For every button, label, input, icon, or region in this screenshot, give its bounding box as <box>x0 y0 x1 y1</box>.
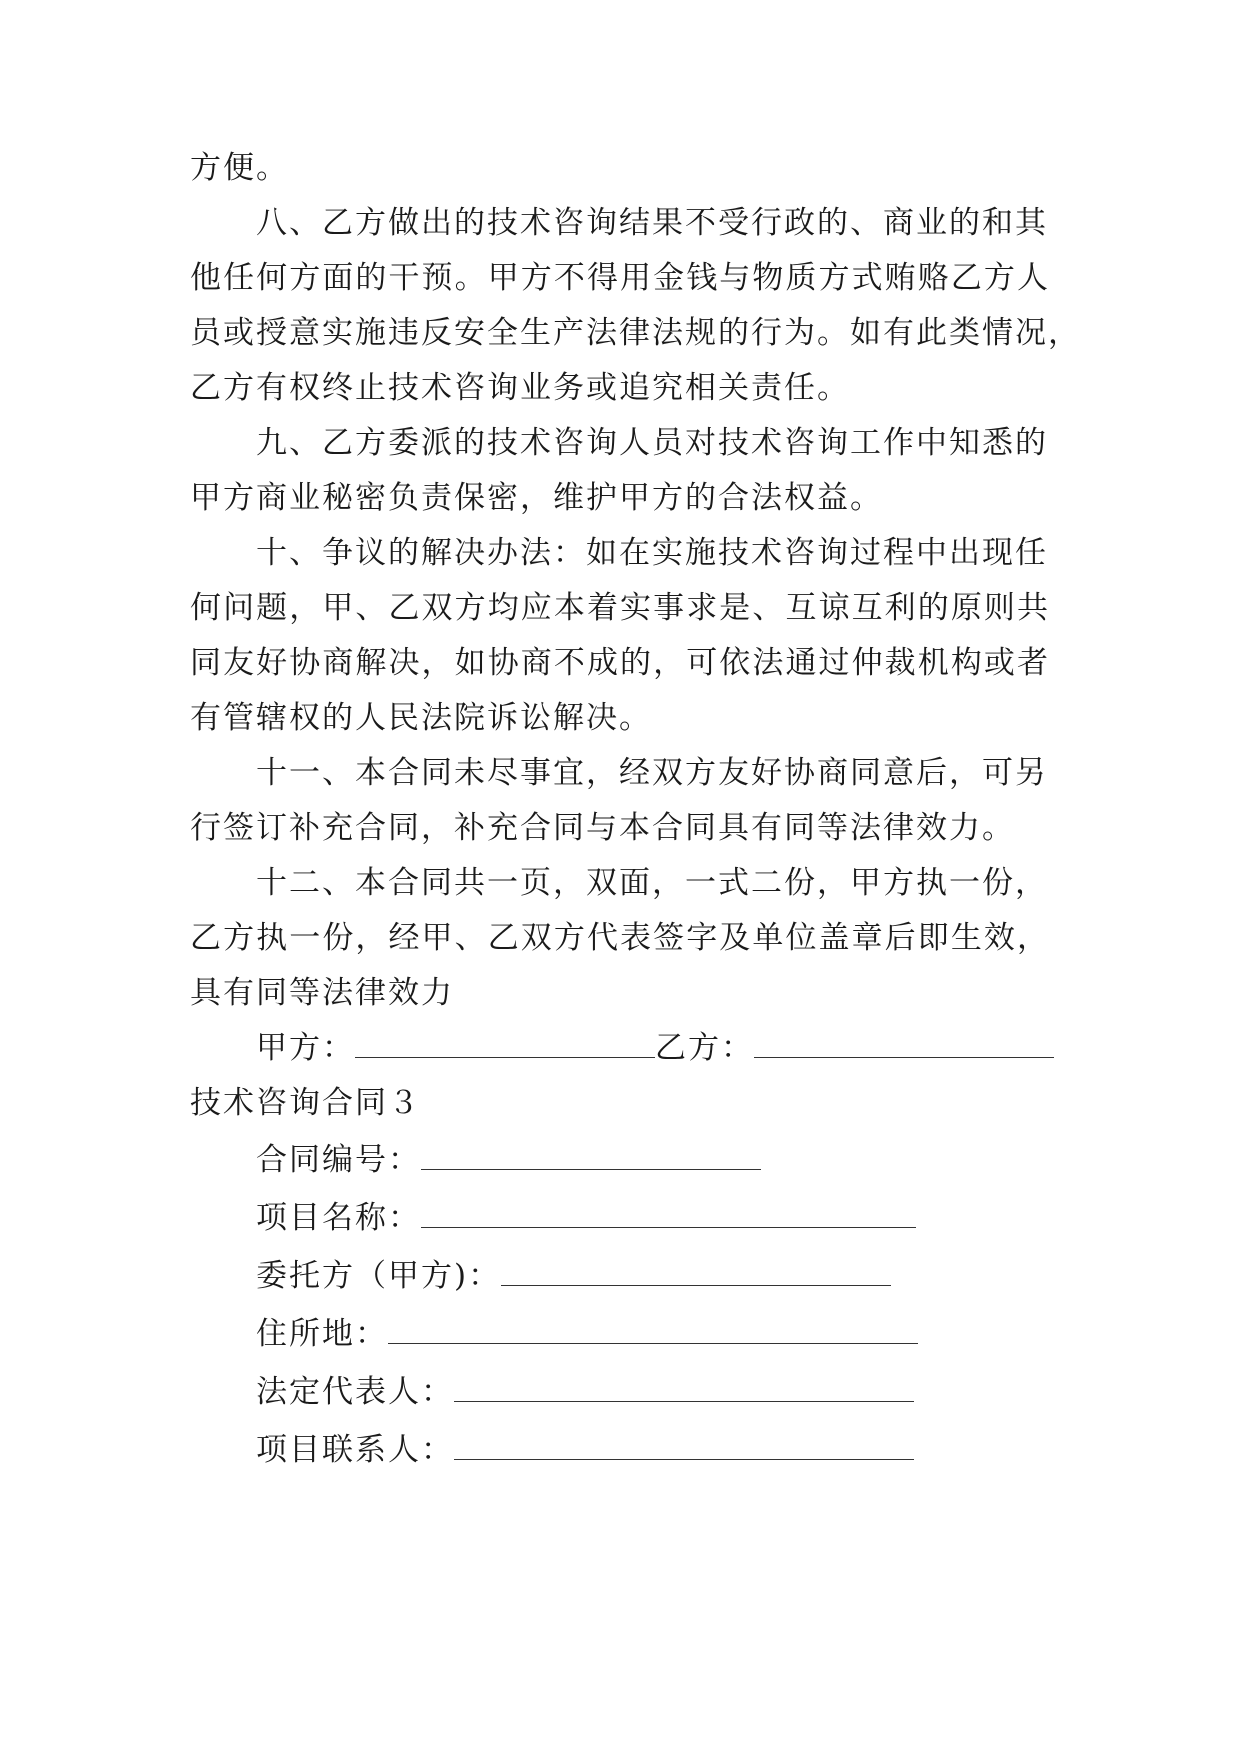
field-blank[interactable] <box>501 1257 891 1286</box>
paragraph-line: 甲方商业秘密负责保密，维护甲方的合法权益。 <box>190 480 883 516</box>
party-a-label: 甲方： <box>256 1030 355 1066</box>
field-label: 住所地： <box>256 1316 388 1352</box>
paragraph-line: 乙方有权终止技术咨询业务或追究相关责任。 <box>190 370 850 406</box>
paragraph-line: 八、乙方做出的技术咨询结果不受行政的、商业的和其 <box>256 205 1048 241</box>
paragraph-line: 九、乙方委派的技术咨询人员对技术咨询工作中知悉的 <box>256 425 1048 461</box>
paragraph-line: 同友好协商解决，如协商不成的，可依法通过仲裁机构或者 <box>190 645 1050 681</box>
paragraph-line: 方便。 <box>190 150 289 186</box>
field-project-name <box>256 1198 1116 1238</box>
party-b-blank[interactable] <box>754 1029 1054 1058</box>
field-blank[interactable] <box>421 1199 916 1228</box>
party-a-blank[interactable] <box>355 1029 655 1058</box>
field-blank[interactable] <box>454 1373 914 1402</box>
field-project-contact <box>256 1430 1116 1470</box>
field-label: 委托方（甲方)： <box>256 1258 502 1294</box>
field-address <box>256 1314 1116 1354</box>
field-blank[interactable] <box>454 1431 914 1460</box>
field-blank[interactable] <box>388 1315 918 1344</box>
party-b-label: 乙方： <box>655 1030 754 1066</box>
paragraph-line: 他任何方面的干预。甲方不得用金钱与物质方式贿赂乙方人 <box>190 260 1050 296</box>
paragraph-line: 行签订补充合同，补充合同与本合同具有同等法律效力。 <box>190 810 1015 846</box>
paragraph-line: 员或授意实施违反安全生产法律法规的行为。如有此类情况， <box>190 315 1081 351</box>
paragraph-line: 乙方执一份，经甲、乙双方代表签字及单位盖章后即生效， <box>190 920 1050 956</box>
signature-line <box>256 1028 1116 1068</box>
paragraph-line: 何问题，甲、乙双方均应本着实事求是、互谅互利的原则共 <box>190 590 1050 626</box>
field-label: 合同编号： <box>256 1142 421 1178</box>
field-contract-number <box>256 1140 1116 1180</box>
field-legal-representative <box>256 1372 1116 1412</box>
field-label: 法定代表人： <box>256 1374 454 1410</box>
field-blank[interactable] <box>421 1141 761 1170</box>
field-label: 项目名称： <box>256 1200 421 1236</box>
section-title: 技术咨询合同３ <box>190 1085 421 1121</box>
paragraph-line: 有管辖权的人民法院诉讼解决。 <box>190 700 652 736</box>
paragraph-line: 十、争议的解决办法：如在实施技术咨询过程中出现任 <box>256 535 1048 571</box>
paragraph-line: 十二、本合同共一页，双面，一式二份，甲方执一份， <box>256 865 1048 901</box>
paragraph-line: 十一、本合同未尽事宜，经双方友好协商同意后，可另 <box>256 755 1048 791</box>
paragraph-line: 具有同等法律效力 <box>190 975 454 1011</box>
field-client <box>256 1256 1116 1296</box>
field-label: 项目联系人： <box>256 1432 454 1468</box>
